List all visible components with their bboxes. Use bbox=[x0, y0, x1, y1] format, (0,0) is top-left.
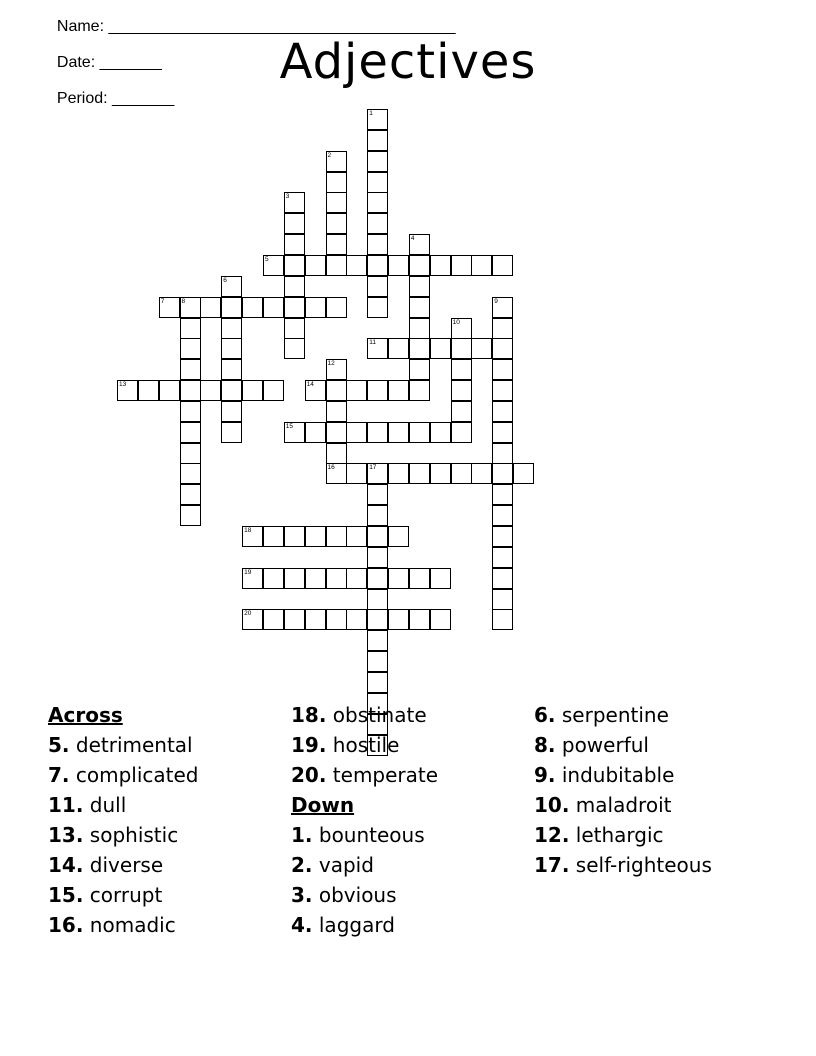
page-title: Adjectives bbox=[279, 34, 537, 90]
crossword-cell[interactable] bbox=[388, 463, 409, 484]
clue-down: 10. maladroit bbox=[534, 793, 672, 817]
clue-number: 1 bbox=[369, 110, 373, 117]
crossword-cell[interactable] bbox=[409, 318, 430, 339]
crossword-cell[interactable] bbox=[326, 234, 347, 255]
crossword-cell[interactable] bbox=[117, 380, 138, 401]
crossword-cell[interactable] bbox=[326, 255, 347, 276]
clue-across: 11. dull bbox=[48, 793, 127, 817]
crossword-cell[interactable] bbox=[451, 255, 472, 276]
crossword-cell[interactable] bbox=[409, 609, 430, 630]
crossword-cell[interactable] bbox=[263, 568, 284, 589]
crossword-cell[interactable] bbox=[305, 297, 326, 318]
crossword-cell[interactable] bbox=[159, 297, 180, 318]
crossword-cell[interactable] bbox=[388, 380, 409, 401]
crossword-cell[interactable] bbox=[180, 338, 201, 359]
crossword-cell[interactable] bbox=[367, 526, 388, 547]
clue-number: 7 bbox=[160, 297, 165, 305]
crossword-cell[interactable] bbox=[284, 255, 305, 276]
crossword-cell[interactable] bbox=[492, 297, 513, 318]
crossword-cell[interactable] bbox=[492, 463, 513, 484]
crossword-cell[interactable] bbox=[388, 526, 409, 547]
clue-number: 3 bbox=[285, 193, 290, 201]
clue-across: 14. diverse bbox=[48, 853, 164, 877]
crossword-cell[interactable] bbox=[492, 255, 513, 276]
crossword-cell[interactable] bbox=[430, 609, 451, 630]
clues-column-1 bbox=[48, 700, 288, 940]
clues-column-3 bbox=[534, 700, 774, 880]
clue-number: 14 bbox=[306, 381, 314, 389]
crossword-cell[interactable] bbox=[346, 463, 367, 484]
crossword-cell[interactable] bbox=[180, 443, 201, 464]
clue-number: 18 bbox=[244, 527, 252, 534]
crossword-cell[interactable] bbox=[200, 297, 221, 318]
clue-down: 12. lethargic bbox=[534, 823, 664, 847]
clue-number: 15 bbox=[285, 422, 294, 430]
crossword-cell[interactable] bbox=[242, 380, 263, 401]
crossword-cell[interactable] bbox=[367, 380, 388, 401]
crossword-cell[interactable] bbox=[471, 463, 492, 484]
crossword-cell[interactable] bbox=[138, 380, 159, 401]
crossword-cell[interactable] bbox=[492, 568, 513, 589]
crossword-cell[interactable] bbox=[367, 234, 388, 255]
crossword-cell[interactable] bbox=[451, 422, 472, 443]
crossword-cell[interactable] bbox=[284, 338, 305, 359]
crossword-cell[interactable] bbox=[180, 505, 201, 526]
crossword-cell[interactable] bbox=[221, 422, 242, 443]
crossword-cell[interactable] bbox=[180, 359, 201, 380]
crossword-cell[interactable] bbox=[430, 255, 451, 276]
crossword-cell[interactable] bbox=[221, 318, 242, 339]
clue-down: 1. bounteous bbox=[291, 823, 425, 847]
crossword-cell[interactable] bbox=[430, 463, 451, 484]
clue-down: 9. indubitable bbox=[534, 763, 675, 787]
crossword-cell[interactable] bbox=[388, 422, 409, 443]
crossword-cell[interactable] bbox=[513, 463, 534, 484]
crossword-cell[interactable] bbox=[367, 609, 388, 630]
crossword-cell[interactable] bbox=[492, 589, 513, 610]
crossword-cell[interactable] bbox=[388, 255, 409, 276]
crossword-cell[interactable] bbox=[409, 255, 430, 276]
crossword-cell[interactable] bbox=[180, 484, 201, 505]
clue-number: 17 bbox=[369, 464, 377, 472]
crossword-cell[interactable] bbox=[409, 276, 430, 297]
clue-down: 3. obvious bbox=[291, 883, 397, 907]
crossword-cell[interactable] bbox=[305, 380, 326, 401]
clues-column-2 bbox=[291, 700, 531, 940]
crossword-cell[interactable] bbox=[284, 276, 305, 297]
crossword-cell[interactable] bbox=[492, 422, 513, 443]
crossword-cell[interactable] bbox=[326, 463, 347, 484]
crossword-cell[interactable] bbox=[284, 318, 305, 339]
period-field[interactable]: Period: _______ bbox=[56, 90, 175, 107]
crossword-cell[interactable] bbox=[284, 568, 305, 589]
crossword-cell[interactable] bbox=[305, 609, 326, 630]
clue-down: 6. serpentine bbox=[534, 703, 669, 727]
crossword-cell[interactable] bbox=[326, 609, 347, 630]
crossword-cell[interactable] bbox=[367, 338, 388, 359]
crossword-cell[interactable] bbox=[367, 484, 388, 505]
crossword-cell[interactable] bbox=[409, 463, 430, 484]
crossword-cell[interactable] bbox=[346, 255, 367, 276]
crossword-cell[interactable] bbox=[451, 318, 472, 339]
crossword-cell[interactable] bbox=[471, 255, 492, 276]
crossword-cell[interactable] bbox=[180, 380, 201, 401]
clue-number: 19 bbox=[244, 568, 252, 576]
crossword-cell[interactable] bbox=[492, 401, 513, 422]
crossword-cell[interactable] bbox=[409, 234, 430, 255]
crossword-cell[interactable] bbox=[409, 359, 430, 380]
crossword-cell[interactable] bbox=[326, 359, 347, 380]
crossword-cell[interactable] bbox=[367, 505, 388, 526]
name-field[interactable]: Name: _______________________________________ bbox=[56, 18, 456, 35]
crossword-cell[interactable] bbox=[346, 568, 367, 589]
crossword-cell[interactable] bbox=[263, 297, 284, 318]
crossword-cell[interactable] bbox=[451, 359, 472, 380]
crossword-cell[interactable] bbox=[221, 338, 242, 359]
clue-number: 9 bbox=[494, 297, 498, 305]
crossword-cell[interactable] bbox=[409, 422, 430, 443]
crossword-cell[interactable] bbox=[388, 568, 409, 589]
crossword-cell[interactable] bbox=[492, 505, 513, 526]
crossword-cell[interactable] bbox=[346, 380, 367, 401]
clue-across: 7. complicated bbox=[48, 763, 199, 787]
clue-down: 2. vapid bbox=[291, 853, 374, 877]
crossword-cell[interactable] bbox=[367, 151, 388, 172]
crossword-cell[interactable] bbox=[367, 192, 388, 213]
crossword-cell[interactable] bbox=[367, 568, 388, 589]
crossword-cell[interactable] bbox=[326, 172, 347, 193]
crossword-cell[interactable] bbox=[492, 547, 513, 568]
clue-across: 18. obstinate bbox=[291, 703, 427, 727]
clue-number: 20 bbox=[244, 610, 252, 618]
crossword-cell[interactable] bbox=[492, 338, 513, 359]
clue-across: 13. sophistic bbox=[48, 823, 179, 847]
crossword-cell[interactable] bbox=[284, 609, 305, 630]
crossword-cell[interactable] bbox=[492, 380, 513, 401]
crossword-cell[interactable] bbox=[346, 609, 367, 630]
crossword-cell[interactable] bbox=[430, 568, 451, 589]
crossword-cell[interactable] bbox=[367, 213, 388, 234]
clue-number: 4 bbox=[410, 235, 415, 243]
crossword-cell[interactable] bbox=[221, 297, 242, 318]
clue-number: 8 bbox=[181, 297, 186, 305]
crossword-cell[interactable] bbox=[409, 297, 430, 318]
crossword-cell[interactable] bbox=[305, 568, 326, 589]
crossword-cell[interactable] bbox=[367, 463, 388, 484]
clue-number: 16 bbox=[327, 464, 335, 472]
crossword-cell[interactable] bbox=[326, 380, 347, 401]
crossword-cell[interactable] bbox=[242, 568, 263, 589]
crossword-cell[interactable] bbox=[221, 359, 242, 380]
clue-number: 12 bbox=[327, 360, 335, 368]
crossword-cell[interactable] bbox=[367, 297, 388, 318]
crossword-cell[interactable] bbox=[367, 109, 388, 130]
crossword-cell[interactable] bbox=[367, 589, 388, 610]
crossword-cell[interactable] bbox=[346, 526, 367, 547]
clue-across: 19. hostile bbox=[291, 733, 400, 757]
crossword-cell[interactable] bbox=[367, 630, 388, 651]
crossword-cell[interactable] bbox=[159, 380, 180, 401]
date-field[interactable]: Date: _______ bbox=[56, 54, 162, 71]
crossword-cell[interactable] bbox=[305, 526, 326, 547]
crossword-cell[interactable] bbox=[451, 380, 472, 401]
crossword-cell[interactable] bbox=[305, 422, 326, 443]
crossword-cell[interactable] bbox=[284, 297, 305, 318]
crossword-cell[interactable] bbox=[367, 672, 388, 693]
crossword-cell[interactable] bbox=[263, 609, 284, 630]
clue-number: 6 bbox=[223, 276, 227, 284]
crossword-cell[interactable] bbox=[409, 338, 430, 359]
crossword-cell[interactable] bbox=[492, 609, 513, 630]
crossword-cell[interactable] bbox=[263, 255, 284, 276]
down-heading: Down bbox=[291, 793, 355, 817]
clue-across: 15. corrupt bbox=[48, 883, 163, 907]
crossword-cell[interactable] bbox=[451, 338, 472, 359]
clue-number: 10 bbox=[452, 318, 460, 326]
crossword-cell[interactable] bbox=[263, 380, 284, 401]
crossword-cell[interactable] bbox=[492, 526, 513, 547]
crossword-cell[interactable] bbox=[367, 422, 388, 443]
crossword-cell[interactable] bbox=[388, 609, 409, 630]
crossword-cell[interactable] bbox=[492, 318, 513, 339]
crossword-cell[interactable] bbox=[346, 422, 367, 443]
crossword-cell[interactable] bbox=[492, 484, 513, 505]
clue-across: 5. detrimental bbox=[48, 733, 193, 757]
across-heading: Across bbox=[48, 703, 123, 727]
clue-number: 2 bbox=[327, 151, 332, 159]
crossword-cell[interactable] bbox=[326, 401, 347, 422]
crossword-cell[interactable] bbox=[430, 422, 451, 443]
crossword-cell[interactable] bbox=[221, 276, 242, 297]
crossword-cell[interactable] bbox=[221, 380, 242, 401]
crossword-cell[interactable] bbox=[326, 443, 347, 464]
crossword-cell[interactable] bbox=[284, 192, 305, 213]
crossword-cell[interactable] bbox=[409, 380, 430, 401]
crossword-cell[interactable] bbox=[471, 338, 492, 359]
crossword-cell[interactable] bbox=[367, 651, 388, 672]
crossword-cell[interactable] bbox=[326, 526, 347, 547]
crossword-cell[interactable] bbox=[284, 234, 305, 255]
crossword-cell[interactable] bbox=[388, 338, 409, 359]
crossword-cell[interactable] bbox=[180, 297, 201, 318]
crossword-cell[interactable] bbox=[326, 213, 347, 234]
clue-across: 16. nomadic bbox=[48, 913, 176, 937]
clue-down: 8. powerful bbox=[534, 733, 649, 757]
crossword-cell[interactable] bbox=[221, 401, 242, 422]
crossword-cell[interactable] bbox=[180, 318, 201, 339]
clue-down: 17. self-righteous bbox=[534, 853, 712, 877]
clue-down: 4. laggard bbox=[291, 913, 395, 937]
crossword-cell[interactable] bbox=[451, 401, 472, 422]
crossword-cell[interactable] bbox=[284, 526, 305, 547]
crossword-cell[interactable] bbox=[284, 213, 305, 234]
crossword-cell[interactable] bbox=[492, 359, 513, 380]
crossword-cell[interactable] bbox=[367, 255, 388, 276]
crossword-cell[interactable] bbox=[492, 443, 513, 464]
clue-number: 5 bbox=[264, 255, 269, 263]
crossword-cell[interactable] bbox=[180, 401, 201, 422]
crossword-cell[interactable] bbox=[305, 255, 326, 276]
crossword-cell[interactable] bbox=[326, 568, 347, 589]
crossword-cell[interactable] bbox=[263, 526, 284, 547]
clue-across: 20. temperate bbox=[291, 763, 439, 787]
crossword-cell[interactable] bbox=[326, 192, 347, 213]
crossword-cell[interactable] bbox=[409, 568, 430, 589]
crossword-cell[interactable] bbox=[326, 422, 347, 443]
crossword-cell[interactable] bbox=[284, 422, 305, 443]
crossword-cell[interactable] bbox=[180, 463, 201, 484]
crossword-cell[interactable] bbox=[430, 338, 451, 359]
crossword-cell[interactable] bbox=[242, 297, 263, 318]
crossword-cell[interactable] bbox=[326, 297, 347, 318]
crossword-cell[interactable] bbox=[242, 526, 263, 547]
crossword-cell[interactable] bbox=[451, 463, 472, 484]
crossword-cell[interactable] bbox=[200, 380, 221, 401]
crossword-cell[interactable] bbox=[367, 547, 388, 568]
crossword-cell[interactable] bbox=[367, 276, 388, 297]
crossword-cell[interactable] bbox=[367, 130, 388, 151]
clue-number: 13 bbox=[119, 381, 127, 389]
crossword-cell[interactable] bbox=[242, 609, 263, 630]
clue-number: 11 bbox=[369, 339, 376, 347]
crossword-cell[interactable] bbox=[326, 151, 347, 172]
crossword-cell[interactable] bbox=[180, 422, 201, 443]
crossword-cell[interactable] bbox=[367, 172, 388, 193]
